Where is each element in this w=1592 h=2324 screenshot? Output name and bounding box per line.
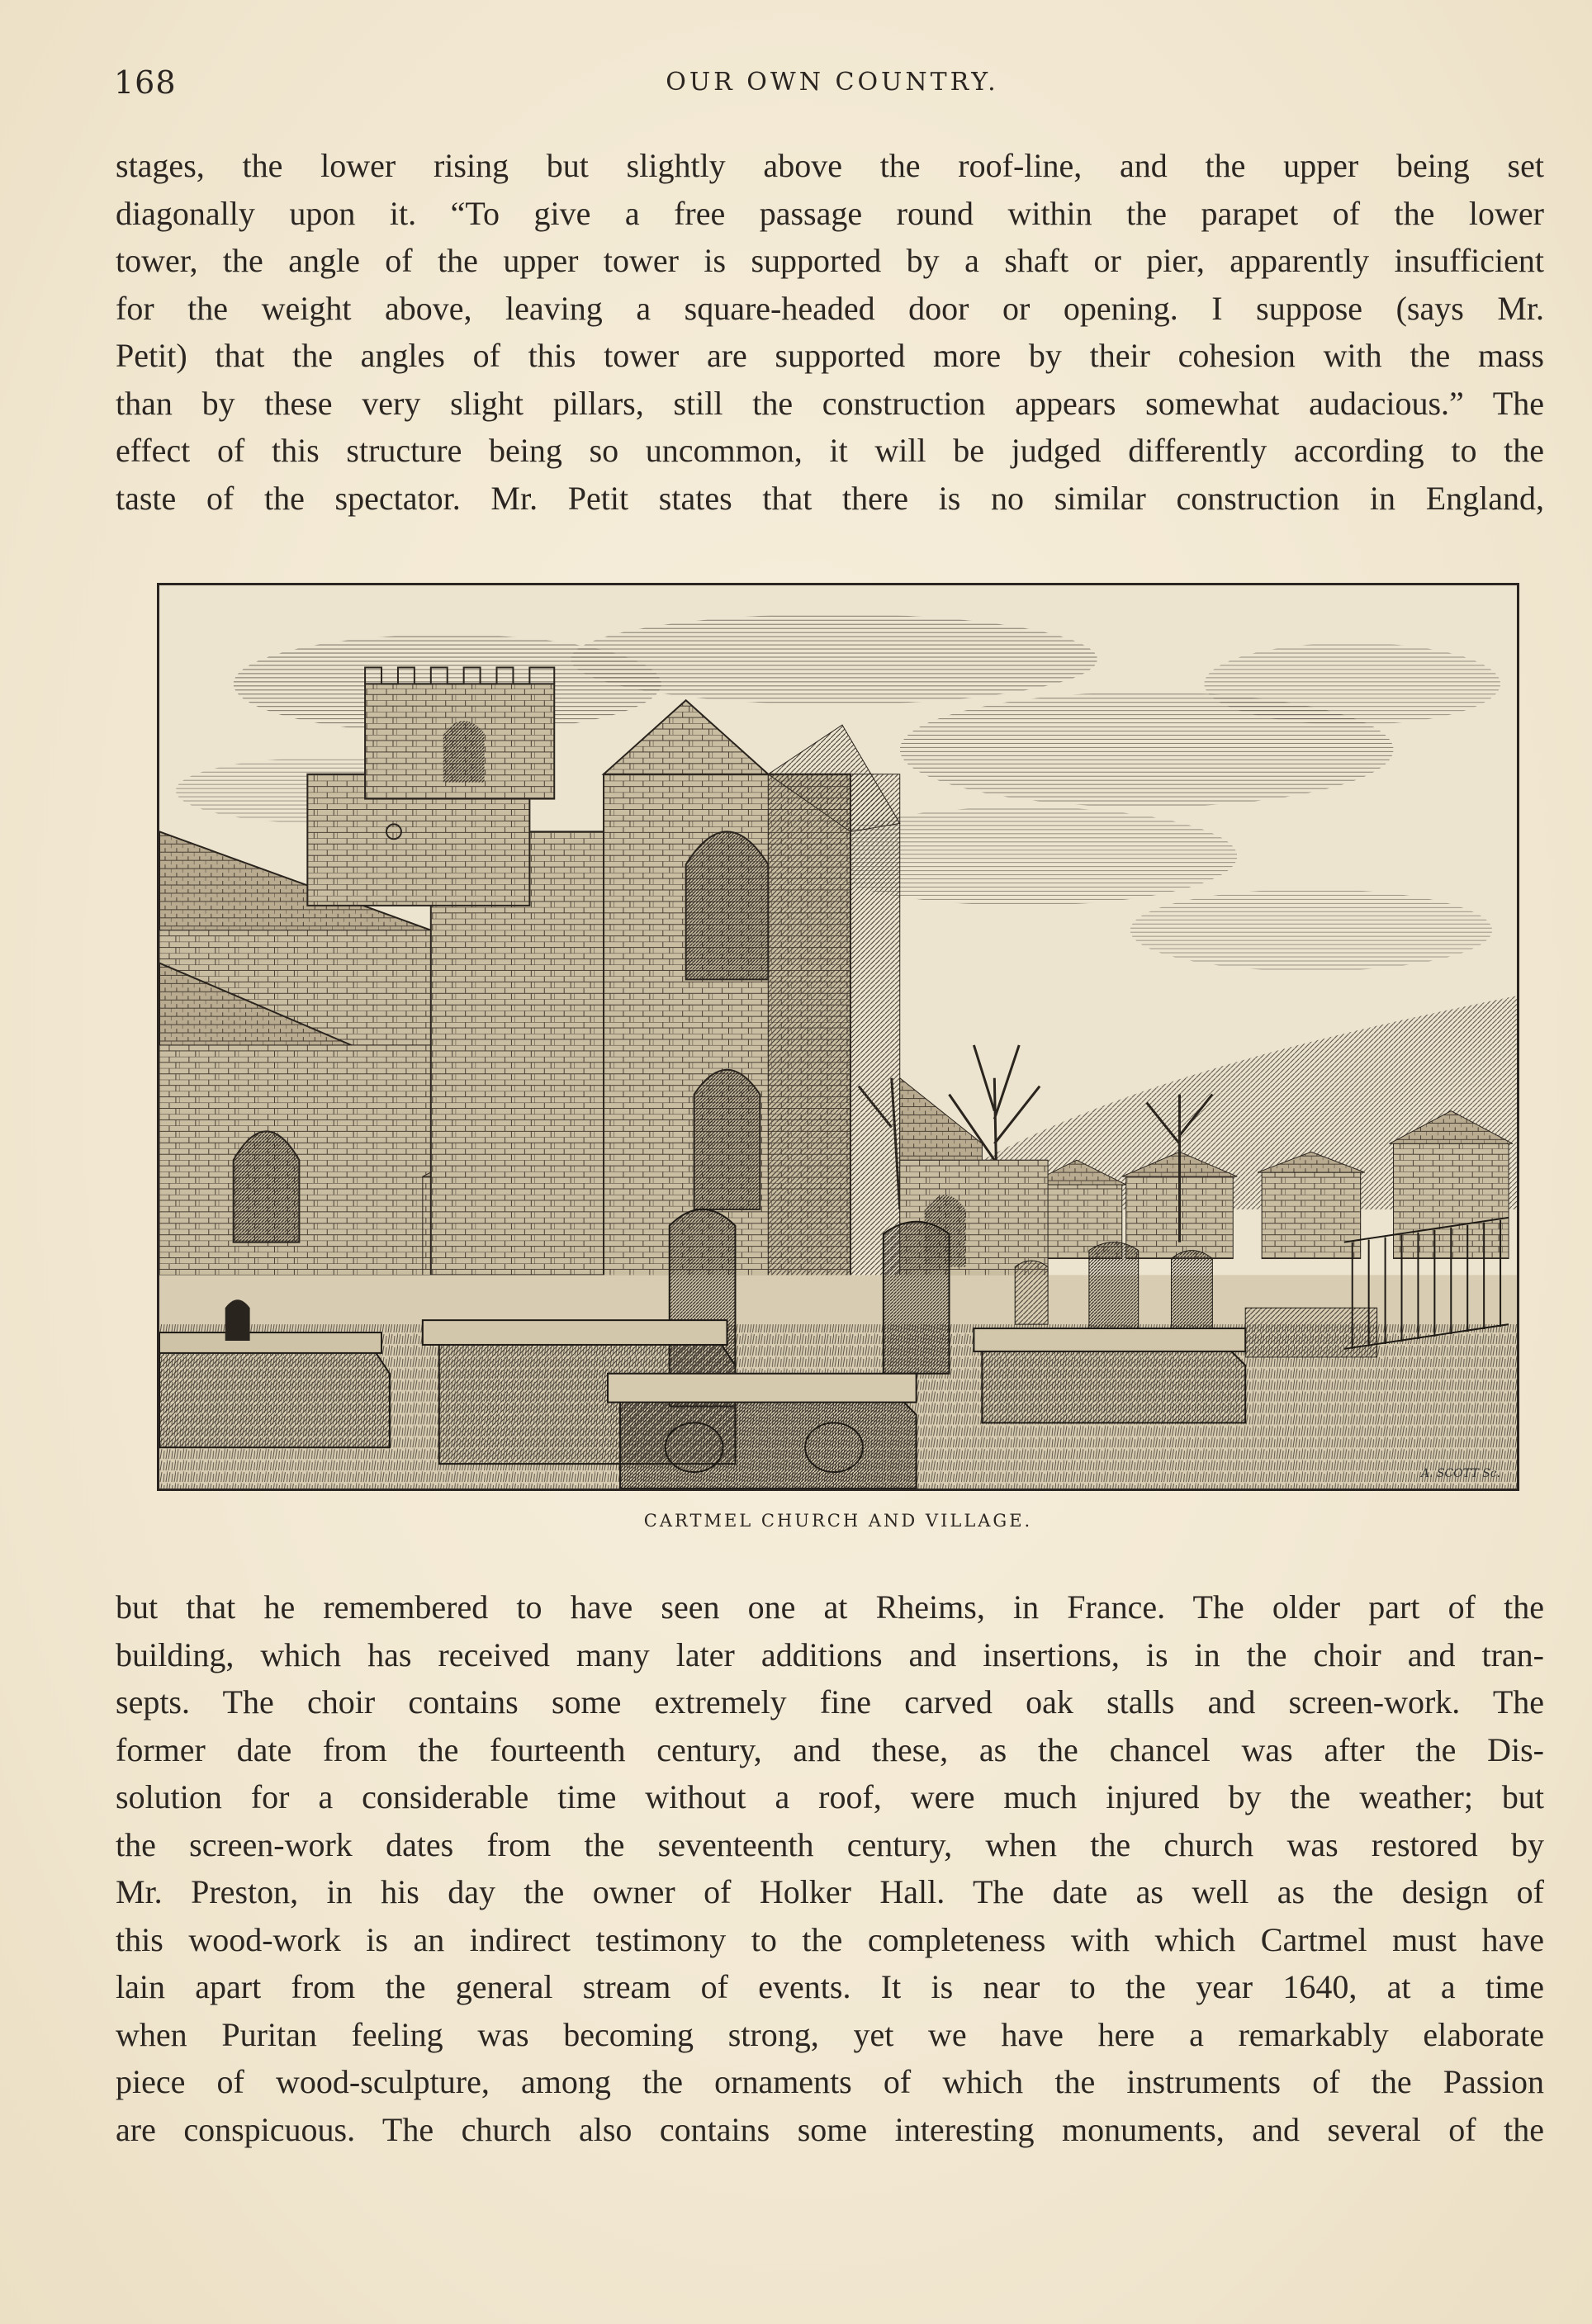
- text-line: effect of this structure being so uncommon, it will be judged differently according to the: [116, 432, 1544, 469]
- transept-gable: [604, 700, 900, 1291]
- text-line: than by these very slight pillars, still the construction appears somewhat audacious.” The: [116, 384, 1544, 422]
- text-line: the screen-work dates from the seventeenth century, when the church was restored by: [116, 1825, 1544, 1863]
- text-line: this wood-work is an indirect testimony to the completeness with which Cartmel must have: [116, 1920, 1544, 1958]
- running-head: [114, 64, 1551, 111]
- text-line: solution for a considerable time without a roof, were much injured by the weather; but: [116, 1778, 1544, 1815]
- body-text-bottom: [116, 1583, 1544, 2153]
- text-line: septs. The choir contains some extremely fine carved oak stalls and screen-work. The: [116, 1683, 1544, 1721]
- figure-caption: CARTMEL CHURCH AND VILLAGE.: [643, 1511, 1033, 1531]
- text-line: Mr. Preston, in his day the owner of Holker Hall. The date as well as the design of: [116, 1873, 1544, 1910]
- text-line: taste of the spectator. Mr. Petit states that there is no similar construction in England,: [116, 479, 1544, 517]
- page-number: 168: [114, 64, 177, 101]
- text-line: tower, the angle of the upper tower is supported by a shaft or pier, apparently insufficient: [116, 242, 1544, 279]
- text-line: but that he remembered to have seen one at Rheims, in France. The older part of the: [116, 1588, 1544, 1626]
- engraver-signature: A. SCOTT Sc.: [1420, 1467, 1500, 1480]
- text-line: piece of wood-sculpture, among the ornaments of which the instruments of the Passion: [116, 2063, 1544, 2100]
- text-line: Petit) that the angles of this tower are supported more by their cohesion with the mass: [116, 337, 1544, 374]
- text-line: diagonally upon it. “To give a free passage round within the parapet of the lower: [116, 194, 1544, 232]
- running-title: OUR OWN COUNTRY.: [666, 68, 999, 97]
- engraving-illustration: [157, 583, 1519, 1491]
- text-line: former date from the fourteenth century, and these, as the chancel was after the Dis-: [116, 1730, 1544, 1768]
- figure-in-churchyard: [225, 1299, 250, 1341]
- text-line: for the weight above, leaving a square-headed door or opening. I suppose (says Mr.: [116, 289, 1544, 327]
- church-engraving: [159, 585, 1517, 1489]
- text-line: when Puritan feeling was becoming strong, yet we have here a remarkably elaborate: [116, 2015, 1544, 2053]
- body-text-top: [116, 142, 1544, 522]
- text-line: building, which has received many later additions and insertions, is in the choir and tran-: [116, 1635, 1544, 1673]
- text-line: are conspicuous. The church also contains some interesting monuments, and several of the: [116, 2110, 1544, 2148]
- text-line: stages, the lower rising but slightly above the roof-line, and the upper being set: [116, 147, 1544, 184]
- text-line: lain apart from the general stream of events. It is near to the year 1640, at a time: [116, 1968, 1544, 2005]
